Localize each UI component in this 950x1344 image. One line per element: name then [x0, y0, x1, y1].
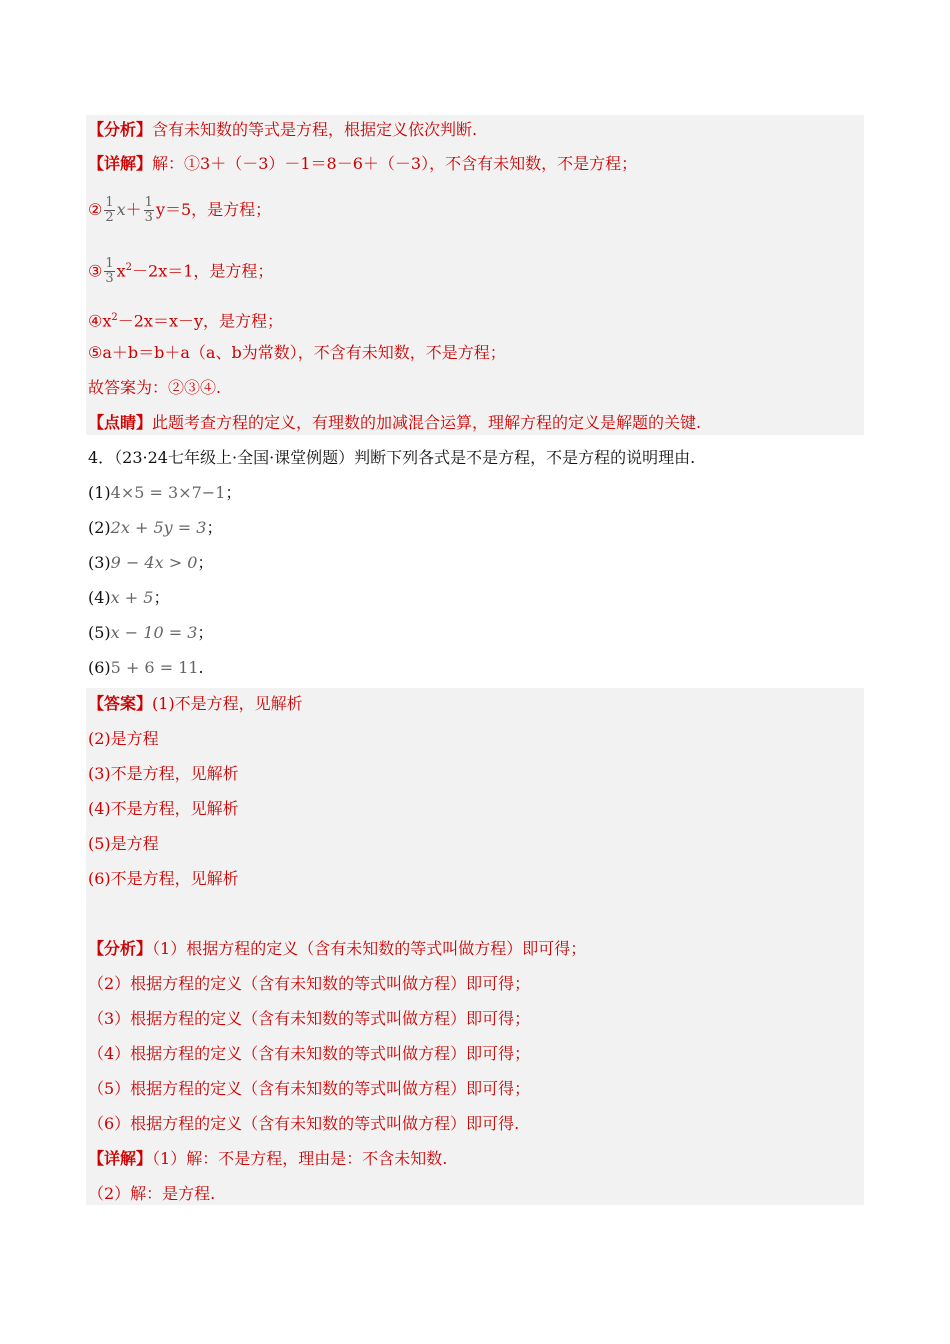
answer-line: (4)不是方程，见解析 — [88, 799, 239, 818]
item-5-line: ⑤a＋b＝b＋a（a、b为常数），不含有未知数，不是方程； — [88, 343, 506, 362]
answer-tag: 【答案】 — [88, 694, 153, 713]
item-3-prefix: ③ — [88, 261, 103, 281]
answer-line: 【答案】(1)不是方程，见解析 — [88, 694, 303, 713]
item-2-line — [88, 190, 271, 230]
analysis-line: 【分析】（1）根据方程的定义（含有未知数的等式叫做方程）即可得； — [88, 939, 587, 958]
question-item: (1)4×5 = 3×7−1； — [88, 483, 242, 502]
comment-line — [88, 413, 701, 433]
item-3-line: ③ $\frac{1}{3}$ $x^2-2x=1$，是方程； — [88, 256, 274, 287]
detail-tag: 【详解】 — [88, 154, 153, 173]
analysis-line: （6）根据方程的定义（含有未知数的等式叫做方程）即可得. — [88, 1114, 520, 1133]
fraction-one-third: $\frac{1}{3}$ — [105, 256, 114, 287]
analysis-tag: 【分析】 — [88, 939, 153, 958]
analysis-text: 含有未知数的等式是方程，根据定义依次判断. — [152, 120, 478, 139]
analysis-tag: 【分析】 — [88, 120, 153, 139]
question-item: (6)5 + 6 = 11. — [88, 658, 204, 677]
expression: 4×5 = 3×7−1 — [110, 483, 226, 502]
comment-text: 此题考查方程的定义，有理数的加减混合运算，理解方程的定义是解题的关键. — [152, 413, 702, 432]
item-2-prefix: ② — [88, 200, 103, 219]
fraction-one-third: $\frac{1}{3}$ — [144, 195, 153, 225]
item-4-rest: －2x＝x－y，是方程； — [117, 311, 284, 331]
detail-text: 解：①3＋（－3）－1＝8－6＋（－3），不含有未知数，不是方程； — [152, 154, 638, 173]
question-item: (5)x − 10 = 3； — [88, 623, 214, 642]
answer-line: (5)是方程 — [88, 834, 159, 853]
var-x: x — [116, 200, 126, 219]
fraction-one-half: $\frac{1}{2}$ — [105, 195, 114, 225]
answer-line: (3)不是方程，见解析 — [88, 764, 239, 783]
conclusion-line: 故答案为：②③④. — [88, 378, 222, 397]
detail-tag: 【详解】 — [88, 1149, 153, 1168]
question-item: (2)2x + 5y = 3； — [88, 518, 223, 537]
question-item: (3)9 − 4x > 0； — [88, 553, 214, 572]
question-item: (4)x + 5； — [88, 588, 170, 607]
expression: x − 10 = 3 — [110, 623, 198, 642]
item-2-rest: y＝5，是方程； — [155, 200, 272, 219]
analysis-line: （3）根据方程的定义（含有未知数的等式叫做方程）即可得； — [88, 1009, 531, 1028]
analysis-line: （4）根据方程的定义（含有未知数的等式叫做方程）即可得； — [88, 1044, 531, 1063]
answer-line: (6)不是方程，见解析 — [88, 869, 239, 888]
detail-line — [88, 154, 637, 174]
detail-line: （2）解：是方程. — [88, 1184, 216, 1203]
answer-line: (2)是方程 — [88, 729, 159, 748]
question-4-stem: 4．（23·24七年级上·全国·课堂例题）判断下列各式是不是方程，不是方程的说明理由. — [88, 448, 696, 467]
analysis-line: （2）根据方程的定义（含有未知数的等式叫做方程）即可得； — [88, 974, 531, 993]
expression: 2x + 5y = 3 — [110, 518, 207, 537]
plus-sign: ＋ — [125, 200, 142, 219]
expression: 9 − 4x > 0 — [110, 553, 198, 572]
expression: 5 + 6 = 11 — [110, 658, 199, 677]
analysis-line — [88, 120, 477, 140]
expression: x + 5 — [110, 588, 154, 607]
item-3-rest: －2x＝1，是方程； — [132, 261, 274, 281]
item-4-line: $④x^2-2x=x-y$，是方程； — [88, 311, 284, 331]
comment-tag: 【点睛】 — [88, 413, 153, 432]
detail-line: 【详解】（1）解：不是方程，理由是：不含未知数. — [88, 1149, 448, 1168]
analysis-line: （5）根据方程的定义（含有未知数的等式叫做方程）即可得； — [88, 1079, 531, 1098]
